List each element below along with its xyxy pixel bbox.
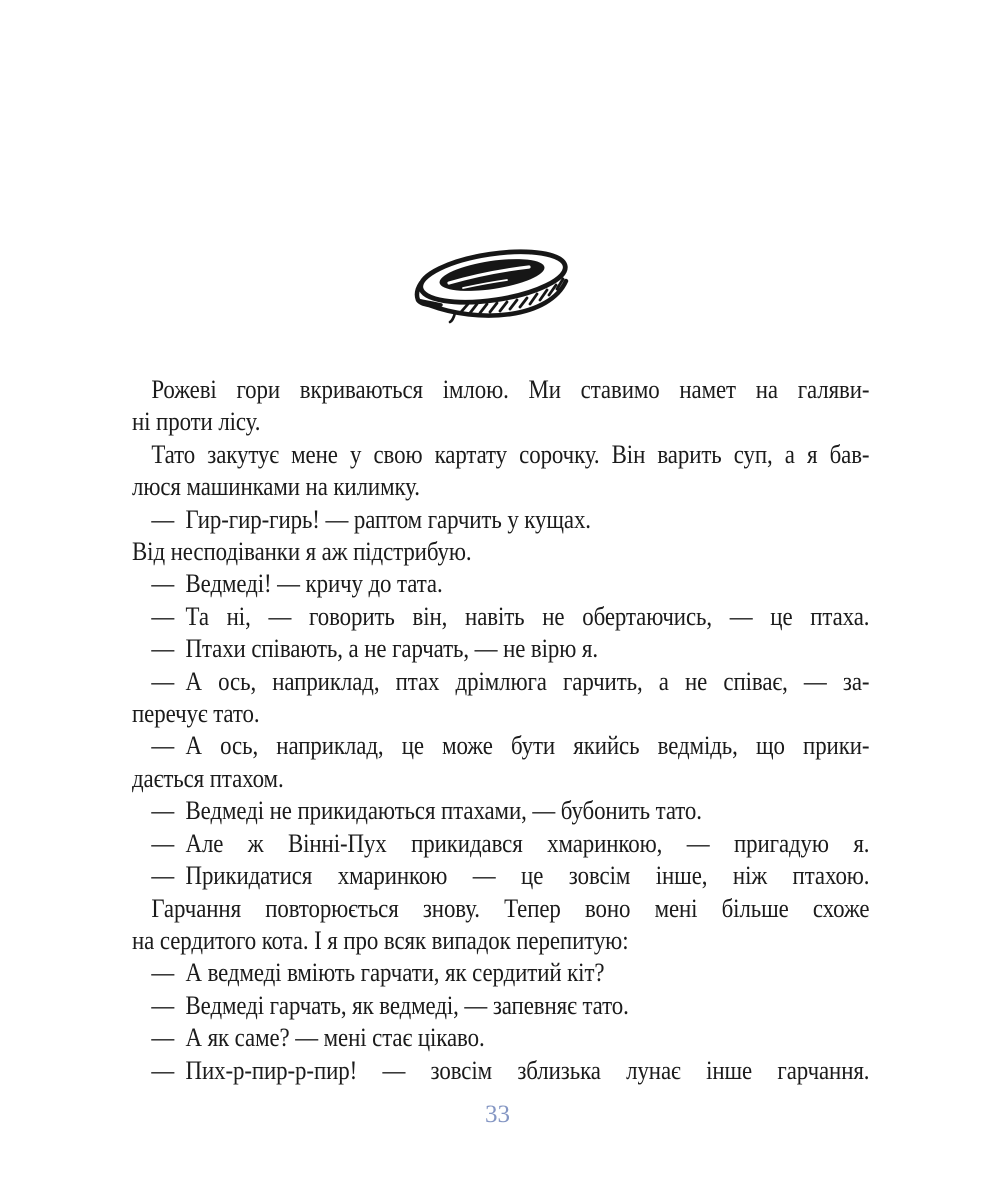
text-line: — А ведмеді вміють гарчати, як сердитий кіт? xyxy=(151,958,605,988)
text-block xyxy=(132,374,869,1087)
text-line: — А як саме? — мені стає цікаво. xyxy=(151,1023,485,1053)
text-line: — А ось, наприклад, це може бути якийсь ведмідь, що прики- xyxy=(151,731,870,761)
disc-pen-tail xyxy=(450,313,455,322)
page-number: 33 xyxy=(485,1101,510,1128)
text-line: Гарчання повторюється знову. Тепер воно мені більше схоже xyxy=(151,893,870,923)
text-line: люся машинками на килимку. xyxy=(132,472,420,502)
ink-disc-sketch-illustration xyxy=(411,243,575,325)
text-line: — Пих-р-пир-р-пир! — зовсім зблизька лунає інше гарчання. xyxy=(151,1055,870,1085)
text-line: — Та ні, — говорить він, навіть не обертаючись, — це птаха. xyxy=(151,601,870,631)
text-line: — Гир-гир-гирь! — раптом гарчить у кущах. xyxy=(151,504,591,534)
text-line: — Ведмеді не прикидаються птахами, — бубонить тато. xyxy=(151,796,702,826)
text-line: — Прикидатися хмаринкою — це зовсім інше, ніж птахою. xyxy=(151,861,870,891)
text-line: ні проти лісу. xyxy=(132,407,261,437)
text-line: Тато закутує мене у свою картату сорочку. Він варить суп, а я бав- xyxy=(151,439,870,469)
text-line: перечує тато. xyxy=(132,699,260,729)
text-line: Від несподіванки я аж підстрибую. xyxy=(132,537,472,567)
text-line: — Ведмеді! — кричу до тата. xyxy=(151,569,443,599)
text-line: — Ведмеді гарчать, як ведмеді, — запевняє тато. xyxy=(151,990,629,1020)
text-line: на сердитого кота. І я про всяк випадок перепитую: xyxy=(132,925,629,955)
text-line: Рожеві гори вкриваються імлою. Ми ставимо намет на галяви- xyxy=(151,375,870,404)
text-line: — А ось, наприклад, птах дрімлюга гарчить, а не співає, — за- xyxy=(151,666,870,696)
text-line: — Птахи співають, а не гарчать, — не вірю я. xyxy=(151,634,598,664)
text-line: — Але ж Вінні-Пух прикидався хмаринкою, — пригадую я. xyxy=(151,828,870,858)
text-line: дається птахом. xyxy=(132,763,284,793)
